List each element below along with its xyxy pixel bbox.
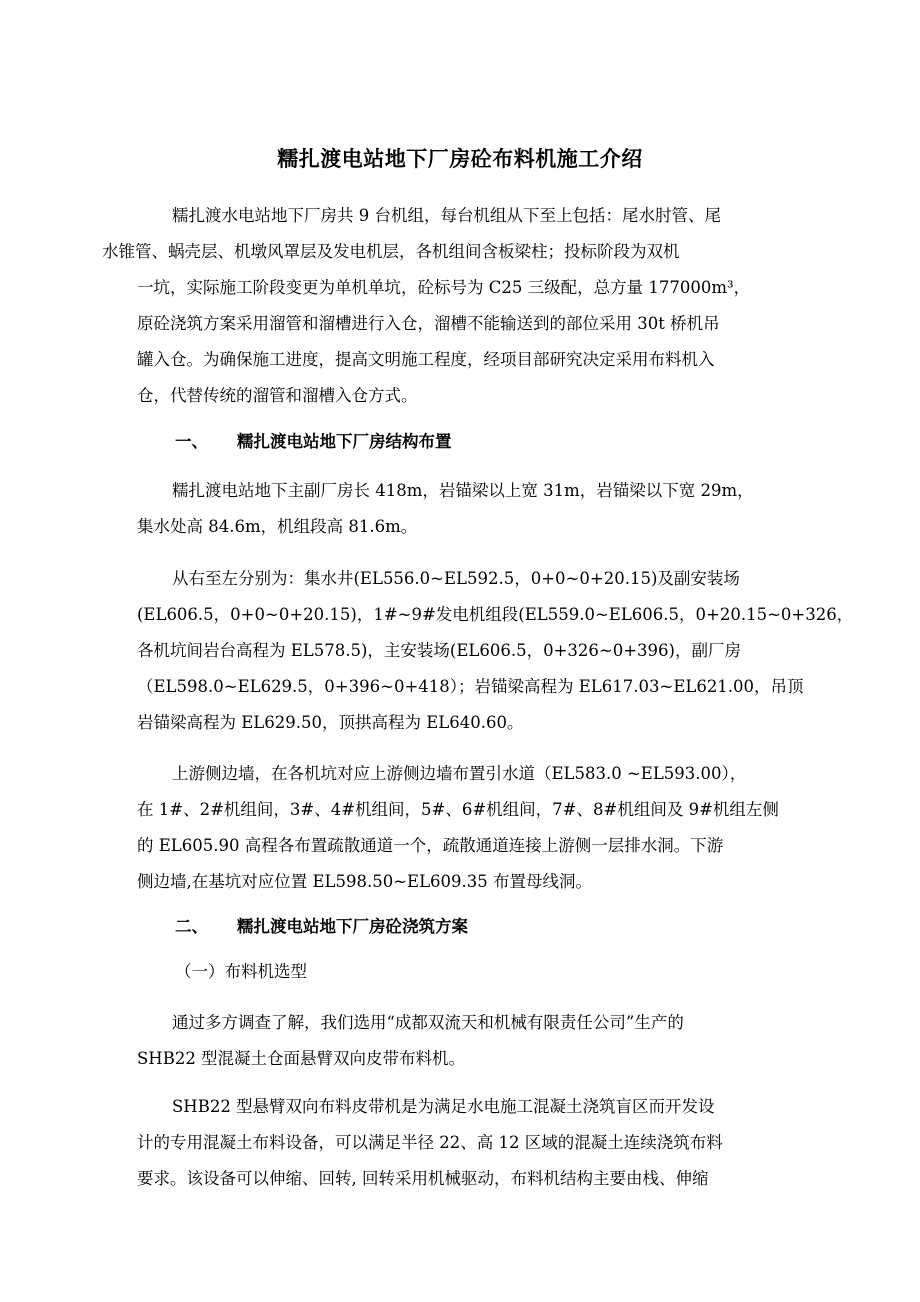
section-number: 二、 (175, 917, 208, 936)
section-heading-2 (175, 912, 468, 942)
subsection-heading: （一）布料机选型 (175, 962, 307, 981)
text-line: SHB22 型混凝土仓面悬臂双向皮带布料机。 (137, 1049, 466, 1068)
text-line: 从右至左分别为：集水井(EL556.0~EL592.5，0+0~0+20.15)及副安装场 (172, 569, 740, 588)
paragraph-selection (137, 1005, 783, 1077)
paragraph-intro (102, 198, 783, 414)
text-line: 计的专用混凝土布料设备，可以满足半径 22、高 12 区域的混凝土连续浇筑布料 (137, 1133, 723, 1152)
text-line: 侧边墙,在基坑对应位置 EL598.50~EL609.35 布置母线洞。 (137, 872, 593, 891)
text-line: 上游侧边墙，在各机坑对应上游侧边墙布置引水道（EL583.0 ~EL593.00）， (172, 764, 747, 783)
text-line: 通过多方调查了解，我们选用“成都双流天和机械有限责任公司”生产的 (172, 1013, 684, 1032)
section-heading-text: 糯扎渡电站地下厂房砼浇筑方案 (237, 917, 468, 936)
text-line: 水锥管、蜗壳层、机墩风罩层及发电机层，各机组间含板梁柱；投标阶段为双机 (102, 242, 680, 261)
text-line: 一坑，实际施工阶段变更为单机单坑，砼标号为 C25 三级配，总方量 177000m³， (137, 278, 751, 297)
paragraph-side-walls (137, 756, 783, 900)
text-line: 原砼浇筑方案采用溜管和溜槽进行入仓，溜槽不能输送到的部位采用 30t 桥机吊 (137, 314, 720, 333)
section-heading-text: 糯扎渡电站地下厂房结构布置 (237, 432, 452, 451)
text-line: 糯扎渡电站地下主副厂房长 418m，岩锚梁以上宽 31m，岩锚梁以下宽 29m， (172, 481, 754, 500)
text-line: 仓，代替传统的溜管和溜槽入仓方式。 (137, 386, 418, 405)
text-line: 的 EL605.90 高程各布置疏散通道一个，疏散通道连接上游侧一层排水洞。下游 (137, 836, 724, 855)
text-line: (EL606.5，0+0~0+20.15)，1#~9#发电机组段(EL559.0~EL606.5，0+20.15~0+326， (137, 605, 854, 624)
text-line: 要求。该设备可以伸缩、回转, 回转采用机械驱动，布料机结构主要由栈、伸缩 (137, 1169, 709, 1188)
text-line: （EL598.0~EL629.5，0+396~0+418）；岩锚梁高程为 EL617.03~EL621.00，吊顶 (137, 677, 804, 696)
section-number: 一、 (175, 432, 208, 451)
text-line: SHB22 型悬臂双向布料皮带机是为满足水电施工混凝土浇筑盲区而开发设 (172, 1097, 715, 1116)
text-line: 在 1#、2#机组间，3#、4#机组间，5#、6#机组间，7#、8#机组间及 9#机组左侧 (137, 800, 779, 819)
section-heading-1 (175, 427, 452, 457)
document-title: 糯扎渡电站地下厂房砼布料机施工介绍 (277, 147, 643, 171)
text-line: 糯扎渡水电站地下厂房共 9 台机组，每台机组从下至上包括：尾水肘管、尾 (172, 206, 721, 225)
text-line: 岩锚梁高程为 EL629.50，顶拱高程为 EL640.60。 (137, 713, 524, 732)
text-line: 集水处高 84.6m，机组段高 81.6m。 (137, 517, 418, 536)
paragraph-layout (137, 561, 854, 741)
paragraph-dimensions (137, 473, 783, 545)
text-line: 各机坑间岩台高程为 EL578.5)，主安装场(EL606.5，0+326~0+396)，副厂房 (137, 641, 741, 660)
text-line: 罐入仓。为确保施工进度，提高文明施工程度，经项目部研究决定采用布料机入 (137, 350, 715, 369)
paragraph-equipment (137, 1089, 783, 1197)
